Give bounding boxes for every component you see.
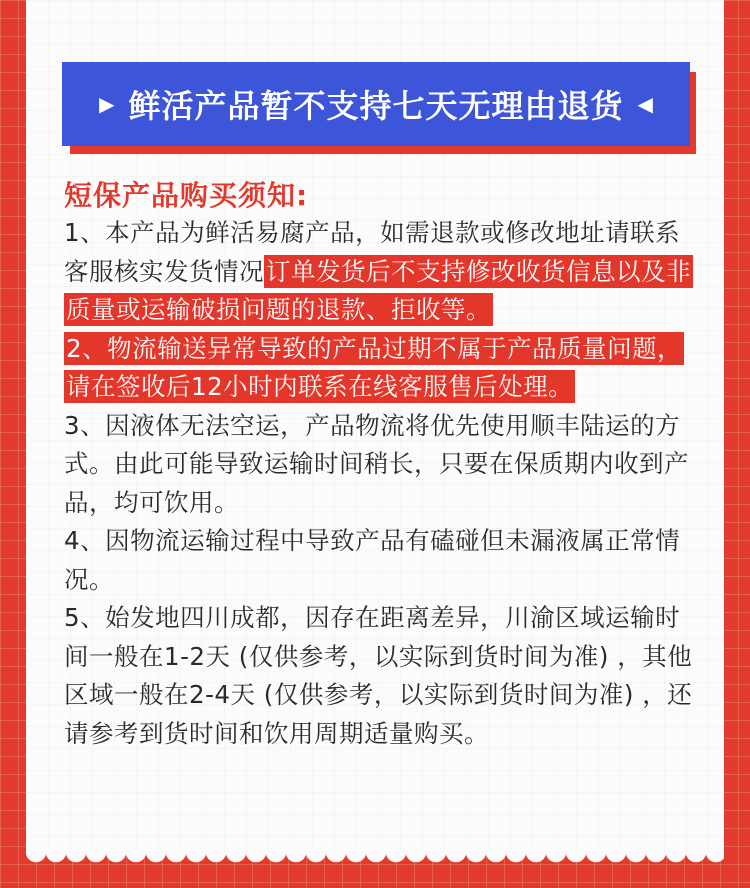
notice-list: [64, 214, 694, 753]
torn-paper-edge: [26, 852, 724, 868]
notice-item-1-highlight: 订单发货后不支持修改收货信息以及非质量或运输破损问题的退款、拒收等。: [66, 256, 691, 324]
notice-heading: 短保产品购买须知:: [64, 179, 309, 212]
notice-item-1-text: 1、本产品为鲜活易腐产品，如需退款或修改地址请联系客服核实发货情况: [64, 218, 681, 286]
notice-item-1: [64, 214, 694, 330]
banner-face: [62, 62, 690, 146]
triangle-left-icon: ◀: [637, 92, 653, 116]
banner-title: 鲜活产品暂不支持七天无理由退货: [128, 87, 624, 125]
notice-item-4: 4、因物流运输过程中导致产品有磕碰但未漏液属正常情况。: [64, 526, 681, 594]
notice-item-2: [64, 330, 694, 407]
notice-item-2-highlight: 2、物流输送异常导致的产品过期不属于产品质量问题，请在签收后12小时内联系在线客服售后处理。: [66, 333, 683, 401]
triangle-right-icon: ▶: [99, 92, 115, 116]
notice-item-3: 3、因液体无法空运，产品物流将优先使用顺丰陆运的方式。由此可能导致运输时间稍长，只要在保质期内收到产品，均可饮用。: [64, 410, 689, 517]
notice-item-5: 5、始发地四川成都，因存在距离差异，川渝区域运输时间一般在1-2天 (仅供参考，以实际到货时间为准) ，其他区域一般在2-4天 (仅供参考，以实际到货时间为准) ，还请参考到货时间和饮用周期适量购买。: [64, 603, 693, 748]
return-policy-banner: [62, 62, 690, 146]
